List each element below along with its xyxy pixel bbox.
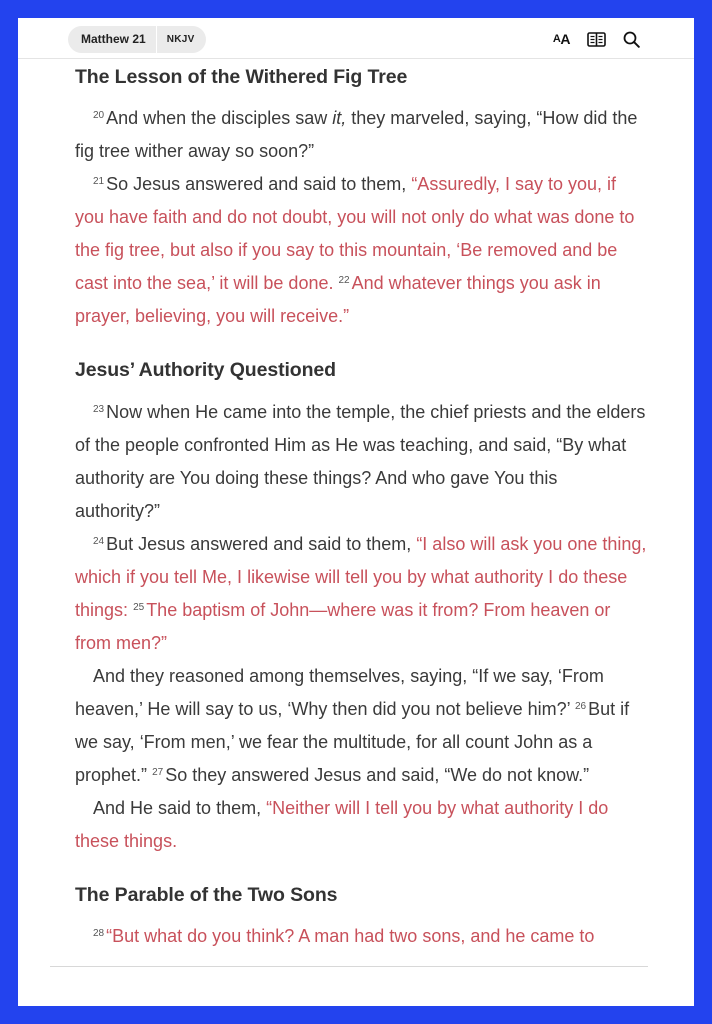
verse-20-italic: it, [332, 108, 347, 129]
section-heading-two-sons: The Parable of the Two Sons [75, 883, 338, 906]
verse-24-text: But Jesus answered and said to them, [106, 533, 417, 554]
section-heading-fig-tree: The Lesson of the Withered Fig Tree [75, 66, 408, 88]
verse-22-words-of-christ: And whatever things you ask in prayer, believing, you will receive.” [75, 273, 601, 327]
font-size-icon-small: A [552, 33, 561, 45]
verse-number-27[interactable]: 27 [152, 766, 164, 778]
verse-number-23[interactable]: 23 [93, 403, 105, 415]
version-selector-button[interactable]: NKJV [166, 34, 195, 45]
top-bar [18, 18, 694, 59]
verse-25-words-of-christ: The baptism of John—where was it from? From heaven or from men?” [75, 599, 611, 653]
verse-number-21[interactable]: 21 [93, 176, 105, 188]
verse-20-text: And when the disciples saw [106, 108, 333, 129]
verse-28-words-of-christ: “But what do you think? A man had two sons, and he came to [106, 926, 595, 947]
parallel-book-icon[interactable] [587, 30, 606, 48]
chapter-text [75, 58, 647, 953]
font-size-icon[interactable] [553, 30, 570, 48]
verse-21-text: So Jesus answered and said to them, [106, 174, 412, 195]
paragraph [75, 396, 647, 528]
paragraph [75, 528, 647, 660]
verse-27-text-cont: And He said to them, [93, 797, 267, 818]
reference-selector [68, 26, 206, 53]
search-icon[interactable] [623, 30, 640, 48]
verse-23-text: Now when He came into the temple, the chief priests and the elders of the people confronted Him as He was teaching, and said, “By what authority are You doing these things? And who gave You this authority?” [75, 401, 646, 521]
verse-25-text: And they reasoned among themselves, saying, “If we say, ‘From heaven,’ He will say to us, ‘Why then did you not believe him?’ [75, 665, 604, 719]
verse-number-20[interactable]: 20 [93, 110, 105, 122]
reader-window [18, 18, 694, 1006]
verse-number-26[interactable]: 26 [574, 700, 587, 712]
verse-number-22[interactable]: 22 [338, 275, 350, 287]
verse-27-words-of-christ: “Neither will I tell you by what authority I do these things. [75, 797, 609, 851]
toolbar [553, 30, 640, 48]
bottom-divider [50, 966, 648, 967]
verse-21-words-of-christ: “Assuredly, I say to you, if you have faith and do not doubt, you will not only do what was done to the fig tree, but also if you say to this mountain, ‘Be removed and be cast into the sea,’ it will be done. [75, 174, 635, 294]
verse-27-text: So they answered Jesus and said, “We do not know.” [165, 764, 590, 785]
verse-20-text-cont: they marveled, saying, “How did the fig tree wither away so soon?” [75, 108, 638, 162]
chapter-selector-button[interactable]: Matthew 21 [68, 26, 157, 53]
paragraph [75, 168, 647, 333]
verse-26-text: But if we say, ‘From men,’ we fear the multitude, for all count John as a prophet.” [75, 698, 630, 785]
paragraph [75, 660, 647, 792]
paragraph [75, 102, 647, 168]
verse-number-25[interactable]: 25 [133, 601, 145, 613]
paragraph [75, 792, 647, 858]
section-heading-authority: Jesus’ Authority Questioned [75, 359, 336, 382]
font-size-icon-big: A [560, 31, 570, 47]
verse-number-28[interactable]: 28 [93, 928, 105, 940]
verse-number-24[interactable]: 24 [93, 535, 105, 547]
verse-24-words-of-christ: “I also will ask you one thing, which if you tell Me, I likewise will tell you by what authority I do these things: [75, 533, 647, 620]
paragraph [75, 920, 647, 953]
